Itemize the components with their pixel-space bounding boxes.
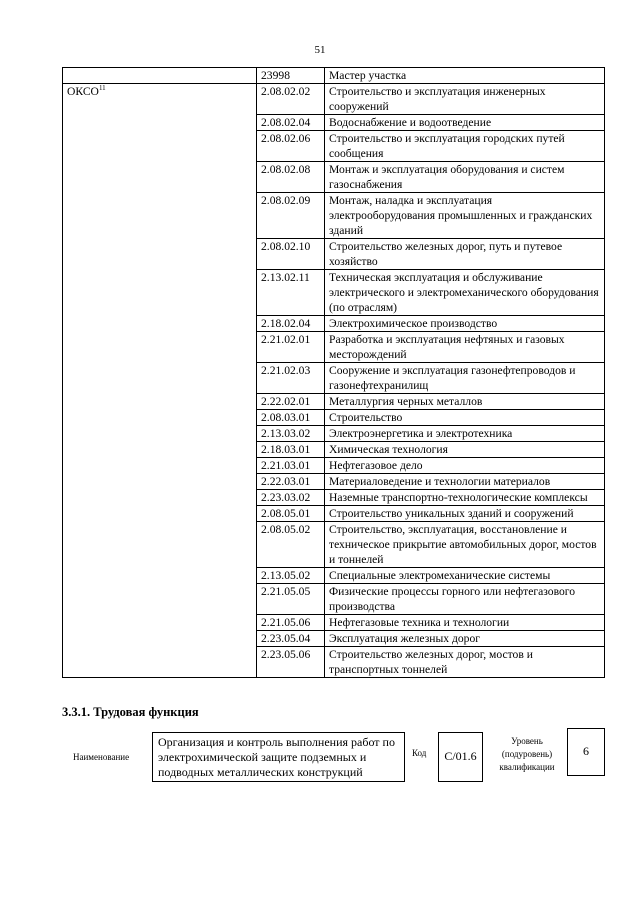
table-cell-name: Химическая технология xyxy=(325,442,605,458)
table-cell-code: 2.21.02.01 xyxy=(257,332,325,363)
table-cell-code: 2.08.05.02 xyxy=(257,522,325,568)
table-cell-code: 2.08.02.08 xyxy=(257,162,325,193)
table-cell-name: Физические процессы горного или нефтегазового производства xyxy=(325,584,605,615)
table-cell-code: 2.08.03.01 xyxy=(257,410,325,426)
function-code-box: C/01.6 xyxy=(438,732,483,782)
table-cell-code: 2.22.02.01 xyxy=(257,394,325,410)
table-cell-code: 2.21.03.01 xyxy=(257,458,325,474)
function-name-box: Организация и контроль выполнения работ по электрохимической защите подземных и подводных металлических конструкций xyxy=(152,732,405,782)
okso-label-cell xyxy=(63,84,257,678)
footnote-marker: 11 xyxy=(98,84,106,92)
section-title: 3.3.1. Трудовая функция xyxy=(62,705,199,719)
table-cell-name: Нефтегазовое дело xyxy=(325,458,605,474)
table-cell-name: Металлургия черных металлов xyxy=(325,394,605,410)
table-cell-code: 2.21.05.05 xyxy=(257,584,325,615)
table-cell-code: 2.08.02.09 xyxy=(257,193,325,239)
table-cell-name: Строительство уникальных зданий и сооружений xyxy=(325,506,605,522)
table-cell-code: 2.21.02.03 xyxy=(257,363,325,394)
table-cell-code: 2.22.03.01 xyxy=(257,474,325,490)
table-cell-name: Строительство xyxy=(325,410,605,426)
table-cell-code: 2.08.02.06 xyxy=(257,131,325,162)
table-cell-code: 2.23.05.06 xyxy=(257,647,325,678)
table-cell-blank xyxy=(63,68,257,84)
table-cell-name: Эксплуатация железных дорог xyxy=(325,631,605,647)
table-cell-code: 2.08.02.10 xyxy=(257,239,325,270)
table-cell-code: 2.08.02.02 xyxy=(257,84,325,115)
table-cell-name: Строительство и эксплуатация городских путей сообщения xyxy=(325,131,605,162)
table-cell-name: Техническая эксплуатация и обслуживание электрического и электромеханического оборудования (по отраслям) xyxy=(325,270,605,316)
table-cell-name: Строительство, эксплуатация, восстановление и техническое прикрытие автомобильных дорог, мостов и тоннелей xyxy=(325,522,605,568)
table-cell-name: Строительство и эксплуатация инженерных сооружений xyxy=(325,84,605,115)
table-cell-name: Нефтегазовые техника и технологии xyxy=(325,615,605,631)
qualification-level-label: Уровень (подуровень) квалификации xyxy=(499,736,555,772)
table-cell-code: 2.08.02.04 xyxy=(257,115,325,131)
table-cell-code: 2.13.05.02 xyxy=(257,568,325,584)
table-cell-name: Сооружение и эксплуатация газонефтепроводов и газонефтехранилищ xyxy=(325,363,605,394)
table-row xyxy=(63,84,605,115)
table-cell-name: Строительство железных дорог, путь и путевое хозяйство xyxy=(325,239,605,270)
table-cell-name: Разработка и эксплуатация нефтяных и газовых месторождений xyxy=(325,332,605,363)
table-cell-name: Специальные электромеханические системы xyxy=(325,568,605,584)
okso-label: ОКСО xyxy=(67,85,99,98)
table-cell-name: Монтаж и эксплуатация оборудования и систем газоснабжения xyxy=(325,162,605,193)
table-cell-name: Электрохимическое производство xyxy=(325,316,605,332)
page-number: 51 xyxy=(314,44,326,56)
table-cell-code: 2.23.05.04 xyxy=(257,631,325,647)
table-cell-name: Электроэнергетика и электротехника xyxy=(325,426,605,442)
table-cell-name: Водоснабжение и водоотведение xyxy=(325,115,605,131)
table-cell-code: 2.08.05.01 xyxy=(257,506,325,522)
table-cell-code: 2.18.02.04 xyxy=(257,316,325,332)
qualification-level-box: 6 xyxy=(567,728,605,776)
table-cell-name: Материаловедение и технологии материалов xyxy=(325,474,605,490)
code-label: Код xyxy=(412,748,427,758)
table-cell-code: 2.23.03.02 xyxy=(257,490,325,506)
table-cell-name: Строительство железных дорог, мостов и транспортных тоннелей xyxy=(325,647,605,678)
table-cell-code: 2.18.03.01 xyxy=(257,442,325,458)
table-row xyxy=(63,68,605,84)
table-cell-name: Мастер участка xyxy=(325,68,605,84)
name-label: Наименование xyxy=(73,752,130,762)
table-cell-name: Монтаж, наладка и эксплуатация электрооборудования промышленных и гражданских зданий xyxy=(325,193,605,239)
okso-table xyxy=(62,67,605,678)
table-cell-name: Наземные транспортно-технологические комплексы xyxy=(325,490,605,506)
table-cell-code: 2.21.05.06 xyxy=(257,615,325,631)
table-cell-code: 2.13.02.11 xyxy=(257,270,325,316)
table-cell-code: 23998 xyxy=(257,68,325,84)
table-cell-code: 2.13.03.02 xyxy=(257,426,325,442)
